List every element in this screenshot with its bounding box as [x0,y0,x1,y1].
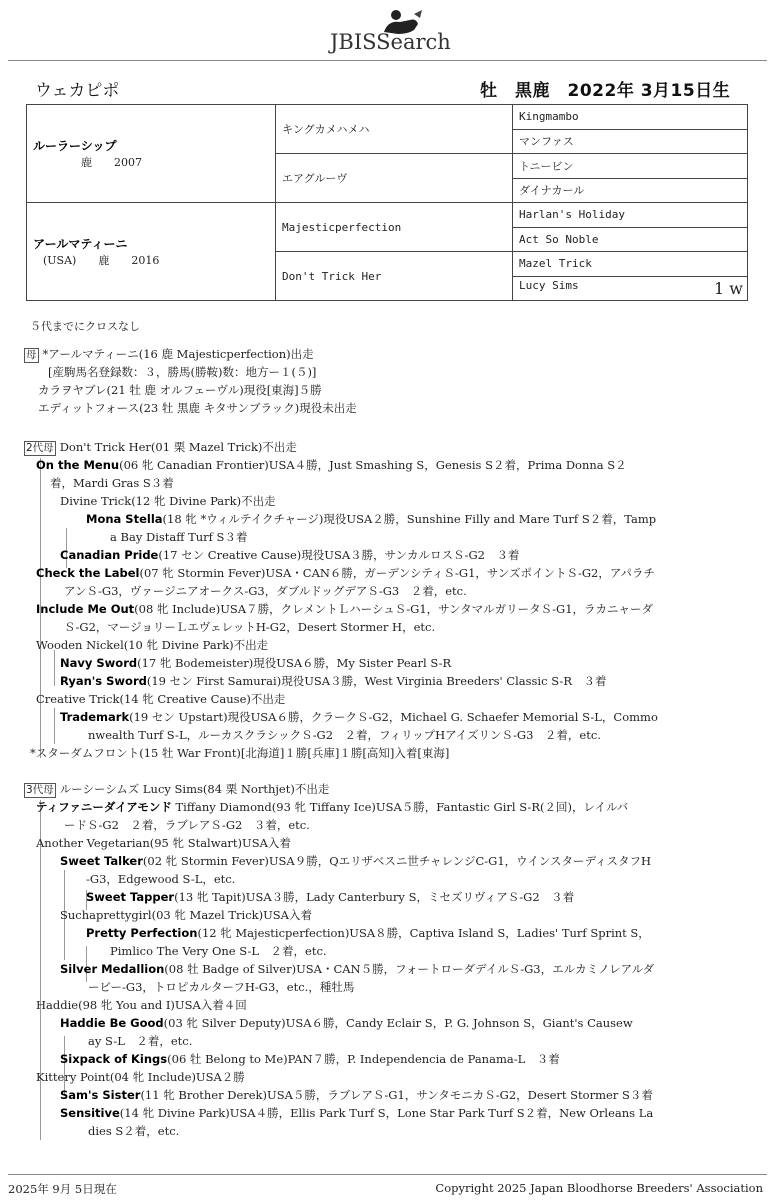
gen2-tag: 2代母 [26,442,54,454]
family-line [24,726,744,744]
family-line [24,636,744,654]
dam-sire-name[interactable]: Majesticperfection [282,221,402,234]
family-text: (08 牡 Badge of Silver)USA・CAN５勝，フォートローダデイルＳ-G3，エルカミノレアルダ [164,962,655,976]
family-text: *スターダムフロント(15 牡 War Front)[北海道]１勝[兵庫]１勝[高知]入着[東海] [30,746,450,760]
logo-jbis: JBIS [330,30,377,54]
family-text: (17 牝 Bodemeister)現役USA６勝，My Sister Pearl S-R [137,656,452,670]
family-text: Tiffany Diamond(93 牝 Tiffany Ice)USA５勝，Fantastic Girl S-R(２回)，レイルバ [171,800,629,814]
family-text: [産駒馬名登録数：３，勝馬(勝鞍)数：地方ー１(５)] [48,365,317,379]
family-line [24,996,744,1014]
runner-name[interactable]: Trademark [60,710,130,724]
family-line [24,942,744,960]
family-line [24,1050,744,1068]
family-text: (19 セン Upstart)現役USA６勝，クラークＳ-G2，Michael G. Schaefer Memorial S-L，Commo [129,710,658,724]
family-line [24,456,744,474]
family-line [24,870,744,888]
sire-cell[interactable] [27,105,276,203]
family-line [24,834,744,852]
family-line [24,1122,744,1140]
family-text: nwealth Turf S-L，ルーカスクラシックＳ-G2 ２着，フィリップHアイズリンＳ-G3 ２着，etc. [88,728,601,742]
family-line [24,672,744,690]
dam-cell[interactable] [27,203,276,301]
family-line [24,888,744,906]
family-text: (19 セン First Samurai)現役USA３勝，West Virginia Breeders' Classic S-R ３着 [146,674,607,688]
jbis-logo[interactable] [330,8,460,54]
family-line [24,1086,744,1104]
sire-dam-cell[interactable] [276,154,513,203]
family-text: (06 牝 Canadian Frontier)USA４勝，Just Smashing S，Genesis S２着，Prima Donna S２ [119,458,627,472]
header-divider [8,60,767,61]
runner-name[interactable]: Sam's Sister [60,1088,141,1102]
family-line [24,1032,744,1050]
sire-name[interactable]: ルーラーシップ [33,139,117,153]
runner-name[interactable]: Mona Stella [86,512,163,526]
family-text: Suchaprettygirl(03 牝 Mazel Trick)USA入着 [60,908,312,922]
gen3-tag: 3代母 [26,784,54,796]
family-text: (12 牝 Majesticperfection)USA８勝，Captiva Island S，Ladies' Turf Sprint S， [197,926,650,940]
dam-sire-cell[interactable] [276,203,513,252]
family-text: (11 牝 Brother Derek)USA５勝，ラブレアＳ-G1，サンタモニカＳ-G2，Desert Stormer S３着 [140,1088,653,1102]
family-text: (02 牝 Stormin Fever)USA９勝，Qエリザベスニ世チャレンジC-G1，ウインスターディスタフH [142,854,652,868]
family-text: Divine Trick(12 牝 Divine Park)不出走 [60,494,276,508]
sire-detail: 鹿 2007 [81,156,142,169]
runner-name[interactable]: Pretty Perfection [86,926,198,940]
runner-name[interactable]: Ryan's Sword [60,674,147,688]
gen3-cell[interactable] [513,154,748,179]
third-dam-section [24,780,744,1140]
as-of-date: 2025年 9月 5日現在 [8,1182,117,1196]
family-line [24,960,744,978]
family-text: ービー-G3，トロピカルターフH-G3，etc.，種牡馬 [88,980,355,994]
family-line [24,528,744,546]
family-text: dies S２着，etc. [88,1124,180,1138]
family-text: (13 牝 Tapit)USA３勝，Lady Canterbury S，ミセズリヴィアＳ-G2 ３着 [174,890,575,904]
family-line [24,924,744,942]
pedigree-table [26,104,748,301]
gen3-name[interactable]: Mazel Trick [519,257,592,271]
gen3-cell[interactable] [513,178,748,203]
cross-note: ５代までにクロスなし [30,320,140,333]
gen3-name[interactable]: Kingmambo [519,110,579,124]
logo-search: Search [376,30,451,54]
family-text: Haddie(98 牝 You and I)USA入着４回 [36,998,247,1012]
dam-detail: (USA) 鹿 2016 [43,254,160,267]
runner-name[interactable]: Silver Medallion [60,962,165,976]
runner-name[interactable]: Include Me Out [36,602,135,616]
dam-tag: 母 [26,349,37,361]
family-text: カラヲヤブレ(21 牡 鹿 オルフェーヴル)現役[東海]５勝 [38,383,322,397]
family-text: Ｓ-G2，マージョリーＬエヴェレットH-G2，Desert Stormer H，etc. [64,620,436,634]
runner-name[interactable]: ティファニーダイアモンド [36,800,172,814]
family-line [24,816,744,834]
family-line [24,690,744,708]
family-text: Wooden Nickel(10 牝 Divine Park)不出走 [36,638,269,652]
horse-info: 牡 黒鹿 2022年 3月15日生 [480,81,731,101]
runner-name[interactable]: On the Menu [36,458,120,472]
dam-name[interactable]: アールマティーニ [33,237,128,251]
gen3-name[interactable]: Lucy Sims [519,278,579,292]
dam-section [24,345,744,417]
gen3-cell[interactable] [513,105,748,130]
runner-name[interactable]: Sixpack of Kings [60,1052,168,1066]
sire-sire-cell[interactable] [276,105,513,154]
runner-name[interactable]: Canadian Pride [60,548,159,562]
footer-divider [8,1174,767,1175]
family-text: Pimlico The Very One S-L ２着，etc. [110,944,327,958]
family-text: Creative Trick(14 牝 Creative Cause)不出走 [36,692,286,706]
copyright: Copyright 2025 Japan Bloodhorse Breeders' Association [435,1181,763,1195]
family-line [24,654,744,672]
dam-dam-cell[interactable] [276,252,513,301]
family-text: エディットフォース(23 牡 黒鹿 キタサンブラック)現役未出走 [38,401,357,415]
family-text: (03 牝 Silver Deputy)USA６勝，Candy Eclair S，P. G. Johnson S，Giant's Causew [163,1016,633,1030]
gen3-name[interactable]: トニービン [519,159,574,173]
sire-dam-name[interactable]: エアグルーヴ [282,172,348,185]
gen3-name[interactable]: Harlan's Holiday [519,208,625,222]
family-line [24,582,744,600]
family-line [24,363,744,381]
gen3-name[interactable]: ダイナカール [519,184,585,198]
runner-name[interactable]: Sweet Talker [60,854,143,868]
family-line [24,906,744,924]
gen3-cell[interactable] [513,276,748,301]
family-line [24,1014,744,1032]
family-line [24,474,744,492]
runner-name[interactable]: Check the Label [36,566,140,580]
dam-dam-name[interactable]: Don't Trick Her [282,270,382,283]
family-line [24,852,744,870]
runner-name[interactable]: Haddie Be Good [60,1016,164,1030]
family-line [24,1104,744,1122]
sire-sire-name[interactable]: キングカメハメハ [282,123,370,136]
gen3-name[interactable]: マンファス [519,135,574,149]
family-text: 着，Mardi Gras S３着 [50,476,174,490]
family-text: (18 牝 *ウィルテイクチャージ)現役USA２勝，Sunshine Filly and Mare Turf S２着，Tamp [162,512,657,526]
gen3-cell[interactable] [513,203,748,228]
gen3-cell[interactable] [513,129,748,154]
family-line [24,399,744,417]
runner-name[interactable]: Sensitive [60,1106,120,1120]
family-text: (14 牝 Divine Park)USA４勝，Ellis Park Turf S，Lone Star Park Turf S２着，New Orleans La [119,1106,654,1120]
family-text: (06 牡 Belong to Me)PAN７勝，P. Independencia de Panama-L ３着 [167,1052,560,1066]
family-text: (08 牝 Include)USA７勝，クレメントＬハーシュＳ-G1，サンタマルガリータＳ-G1，ラカニャーダ [134,602,654,616]
family-text: ードＳ-G2 ２着，ラブレアＳ-G2 ３着，etc. [64,818,310,832]
family-line [24,438,744,456]
runner-name[interactable]: Sweet Tapper [86,890,175,904]
gen3-cell[interactable] [513,252,748,277]
lw-family-number: 1 w [714,278,743,298]
family-text: Kittery Point(04 牝 Include)USA２勝 [36,1070,245,1084]
family-line [24,600,744,618]
family-line [24,744,744,762]
family-line [24,1068,744,1086]
family-text: アンＳ-G3，ヴァージニアオークス-G3，ダブルドッグデアＳ-G3 ２着，etc. [64,584,467,598]
family-text: Don't Trick Her(01 栗 Mazel Trick)不出走 [59,440,297,454]
family-text: a Bay Distaff Turf S３着 [110,530,248,544]
gen3-name[interactable]: Act So Noble [519,232,599,246]
family-line [24,381,744,399]
gen3-cell[interactable] [513,227,748,252]
family-text: (07 牝 Stormin Fever)USA・CAN６勝，ガーデンシティＳ-G1，サンズポイントＳ-G2，アパラチ [139,566,655,580]
family-line [24,564,744,582]
family-line [24,546,744,564]
family-line [24,780,744,798]
family-text: *アールマティーニ(16 鹿 Majesticperfection)出走 [42,347,314,361]
family-line [24,798,744,816]
second-dam-section [24,438,744,762]
family-line [24,618,744,636]
family-text: -G3，Edgewood S-L，etc. [86,872,236,886]
family-line [24,510,744,528]
runner-name[interactable]: Navy Sword [60,656,138,670]
family-text: ay S-L ２着，etc. [88,1034,193,1048]
family-text: Another Vegetarian(95 牝 Stalwart)USA入着 [36,836,291,850]
family-text: (17 セン Creative Cause)現役USA３勝，サンカルロスＳ-G2 ３着 [158,548,520,562]
horse-name: ウェカピポ [35,81,120,101]
family-text: ルーシーシムズ Lucy Sims(84 栗 Northjet)不出走 [59,782,330,796]
family-line [24,708,744,726]
family-line [24,345,744,363]
family-line [24,978,744,996]
family-line [24,492,744,510]
